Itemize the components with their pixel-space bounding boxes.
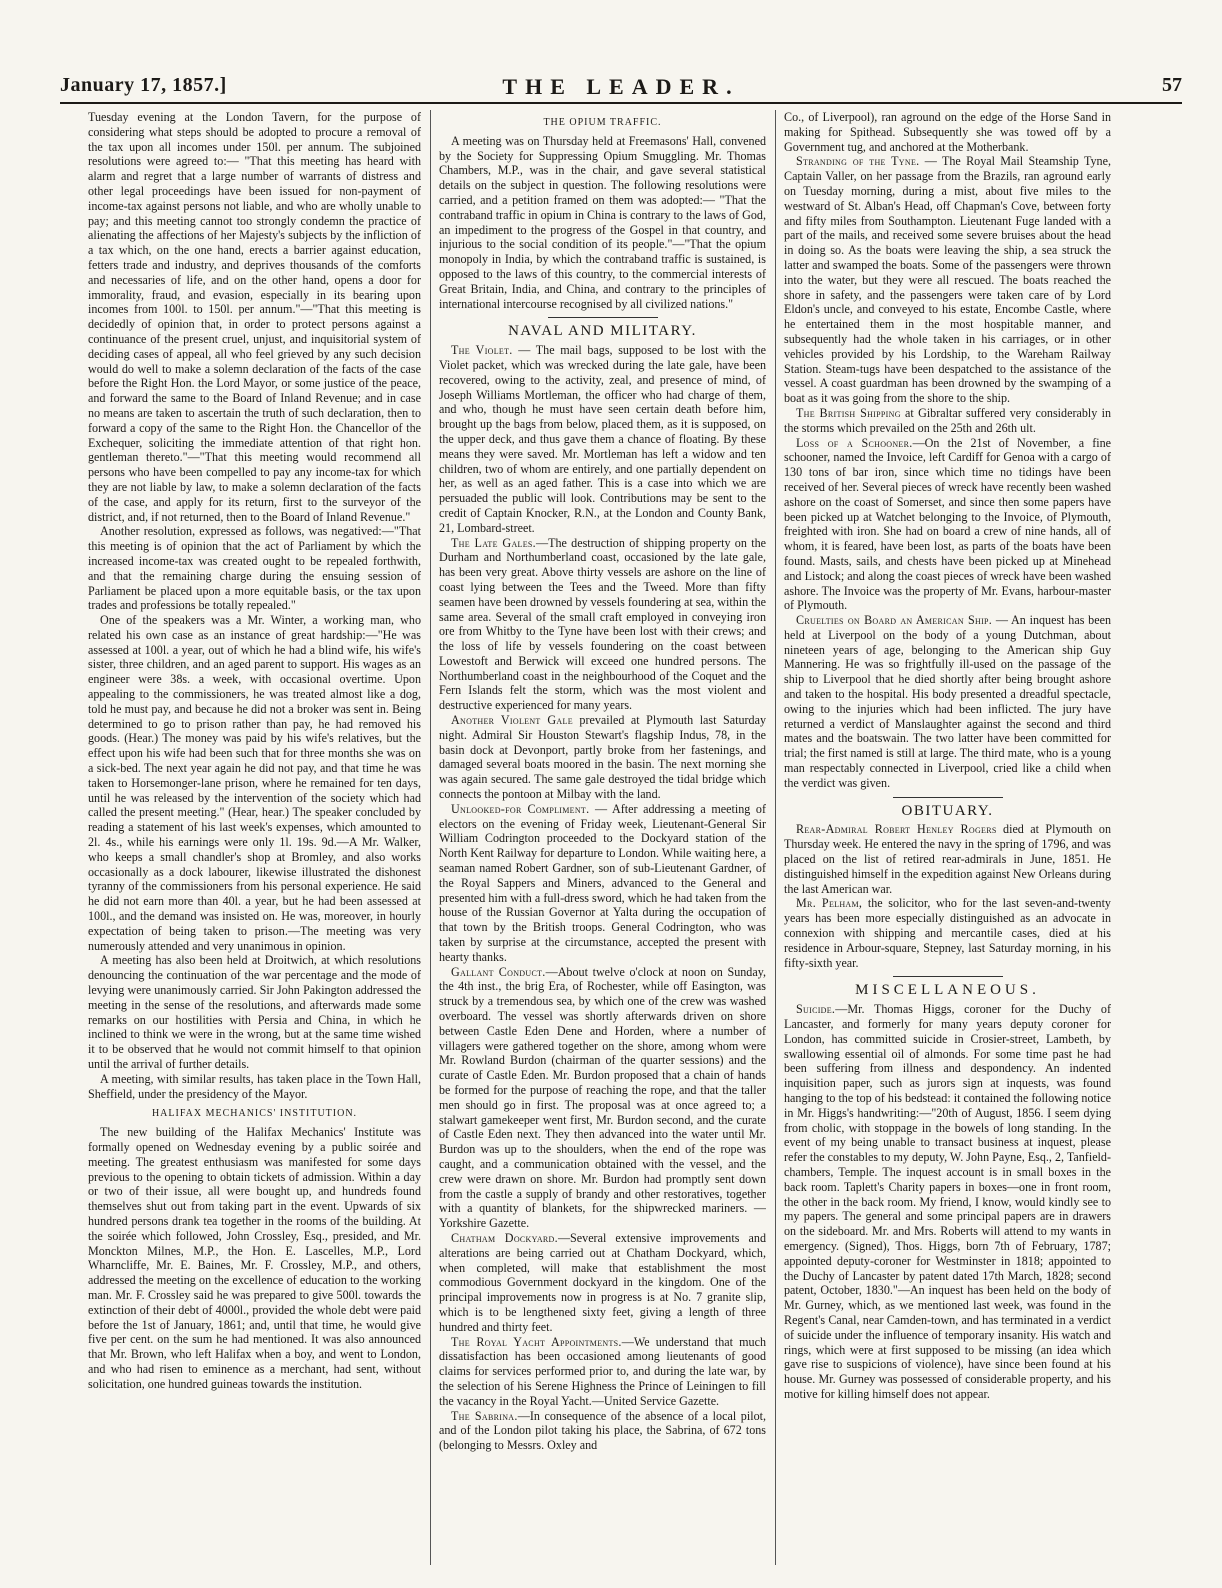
news-item [439, 1409, 766, 1453]
item-text: —On the 21st of November, a fine schooner, named the Invoice, left Cardiff for Genoa with a cargo of 130 tons of bar iron, since which time no tidings have been received of her. Several pieces of wreck have recently been washed ashore on the coast of Somerset, and since then some papers have been picked up at Watchet belonging to the Invoice, of Plymouth, freighted with iron. She had on board a crew of nine hands, all of whom, it is feared, have been lost, as parts of the boats have been found. Masts, sails, and chests have been picked up at Minehead and Listock; and along the coast pieces of wreck have been washed ashore. The Invoice was the property of Mr. Evans, harbour-master of Plymouth. [784, 435, 1111, 613]
news-items [784, 110, 1111, 791]
item-lead: Rear-Admiral Robert Henley Rogers [796, 822, 997, 837]
running-head [60, 74, 1182, 104]
article-paragraph: A meeting, with similar results, has taken place in the Town Hall, Sheffield, under the presidency of the Mayor. [88, 1071, 421, 1101]
page-number: 57 [1162, 74, 1182, 96]
column-2 [430, 110, 766, 1565]
news-item [439, 343, 766, 535]
item-lead: Suicide. [796, 1002, 836, 1017]
item-text: — The mail bags, supposed to be lost with the Violet packet, which was wrecked during the late gale, have been recovered, owing to the activity, zeal, and presence of mind, of Joseph Williams Mortleman, the officer who had charge of them, and who, though he must have seen certain death before him, brought up the bags from below, placed them, as it is supposed, on the upper deck, and thus gave them a chance of floating. By these means they were saved. Mr. Mortleman has left a widow and ten children, two of whom are entirely, and one partially dependent on her, as well as an aged father. This is a case into which we are persuaded the public will look. Contributions may be sent to the credit of Captain Knocker, R.N., at the London and County Bank, 21, Lombard-street. [439, 343, 766, 535]
item-lead: Gallant Conduct. [451, 964, 546, 979]
item-lead: The Late Gales. [451, 535, 536, 550]
item-lead: Unlooked-for Compliment. [451, 801, 590, 816]
item-text: prevailed at Plymouth last Saturday night. Admiral Sir Houston Stewart's flagship Indus, 78, in the basin dock at Devonport, partly broke from her fastenings, and damaged several boats moored in the basin. The next morning she was again secured. The same gale destroyed the tidal bridge which connects the pontoon at Milbay with the land. [439, 713, 766, 802]
news-item [439, 1335, 766, 1409]
item-text: —About twelve o'clock at noon on Sunday, the 4th inst., the brig Era, of Rochester, while off Easington, was struck by a tremendous sea, by which one of the crew was washed overboard. The vessel was shortly afterwards driven on shore between Castle Eden Dene and Horden, where a number of villagers were gathered together on the shore, among whom were Mr. Rowland Burdon (chairman of the quarter sessions) and the curate of Castle Eden. Mr. Burdon proposed that a chain of hands be formed for the purpose of reaching the rope, and that the taller men should go in first. The proposal was at once agreed to; a stalwart gamekeeper went first, Mr. Burdon second, and the curate of Castle Eden next. They then advanced into the water until Mr. Burdon was up to the shoulders, when the end of the rope was caught, and a communication obtained with the vessel, and the crew were drawn on shore. Mr. Burdon had promptly sent down from the castle a supply of brandy and other restoratives, together with a quantity of blankets, for the shipwrecked mariners. — Yorkshire Gazette. [439, 964, 766, 1231]
news-item [439, 965, 766, 1231]
item-text: at Gibraltar suffered very considerably in the storms which prevailed on the 25th and 26th ult. [784, 405, 1111, 435]
section-divider [893, 797, 1003, 798]
item-lead: Stranding of the Tyne. [796, 154, 920, 169]
article-paragraph: One of the speakers was a Mr. Winter, a working man, who related his own case as an instance of great hardship:—"He was assessed at 100l. a year, out of which he had a blind wife, his wife's sister, three children, and an aged parent to support. His wages as an engineer were 38s. a week, with occasional overtime. Upon appealing to the commissioners, he was treated almost like a dog, told he must pay, and because he did not a broker was sent in. Being determined to go to prison rather than pay, he had removed his goods. (Hear.) The money was paid by his wife's relatives, but the effect upon his wife had been such that for three months she was on a sick-bed. The next year again he did not pay, and that time he was taken to Horsemonger-lane prison, where he remained for ten days, until he was released by the intervention of the society which had called the present meeting." (Hear, hear.) The speaker concluded by reading a statement of his last week's expenses, which amounted to 2l. 4s., while his earnings were only 1l. 19s. 9d.—A Mr. Walker, who keeps a small chandler's shop at Bromley, and also works occasionally as a dock labourer, likewise illustrated the dishonest tyranny of the commissioners from his personal experience. He said he did not earn more than 40l. a year, but he had been assessed at 100l., and the demand was insisted on. He was, moreover, in hourly expectation of being taken to prison.—The meeting was very numerously attended and very unanimous in opinion. [88, 613, 421, 953]
item-lead: The Royal Yacht Appointments. [451, 1334, 622, 1349]
item-text: —The destruction of shipping property on the Durham and Northumberland coast, occasioned by the late gale, has been very great. Above thirty vessels are ashore on the line of coast lying between the Tees and the Tweed. More than fifty seamen have been drowned by vessels foundering at sea, within the same area. Several of the small craft employed in conveying iron ore from Whitby to the Tyne have been lost with their crews; and the loss of life by vessels foundering on the coast between Lowestoft and Berwick will exceed one hundred persons. The Northumberland coast in the neighbourhood of the Coquet and the Fern Islands felt the storm, which was the most violent and destructive experienced for many years. [439, 535, 766, 713]
section-subheading: THE OPIUM TRAFFIC. [543, 117, 662, 128]
section-heading: MISCELLANEOUS. [855, 982, 1040, 999]
news-item [784, 613, 1111, 791]
masthead-title: THE LEADER. [502, 74, 740, 99]
column-3 [775, 110, 1111, 1565]
item-text: the solicitor, who for the last seven-and-twenty years has been more especially distinguished as an advocate in connexion with shipping and mercantile cases, died at his residence in Arbour-square, Stepney, last Saturday morning, in his fifty-sixth year. [784, 896, 1111, 970]
item-text: Co., of Liverpool), ran aground on the edge of the Horse Sand in making for Spithead. Subsequently she was towed off by a Government tug, and anchored at the Motherbank. [784, 110, 1111, 154]
item-lead: Mr. Pelham, [796, 896, 863, 911]
item-text: —In consequence of the absence of a local pilot, and of the London pilot taking his place, the Sabrina, of 672 tons (belonging to Messrs. Oxley and [439, 1408, 766, 1453]
obituary-items [784, 822, 1111, 970]
item-text: —Mr. Thomas Higgs, coroner for the Duchy of Lancaster, and formerly for many years deputy coroner for London, has committed suicide in Crosier-street, Lambeth, by swallowing essential oil of almonds. For some time past he had been suffering from illness and despondency. An indented inquisition paper, such as jurors sign at inquests, was found hanging to the top of his bedstead: it contained the following notice in Mr. Higgs's handwriting:—"20th of August, 1856. I seem dying from cholic, with stoppage in the bowels of long standing. In the event of my being unable to transact business at inquest, please refer the constables to my deputy, W. John Payne, Esq., 2, Tanfield-chambers, Temple. The inquest account is in small boxes in the back room. Taplett's Charity papers in boxes—one in front room, the other in the back room. My friend, I know, would kindly see to my papers. The general and some principal papers are in drawers on the sideboard. Mr. and Mrs. Roberts will attend to my wants in emergency. (Signed), Thos. Higgs, born 7th of February, 1787; appointed deputy-coroner for Westminster in 1818; appointed to the Duchy of Lancaster by patent dated 17th March, 1828; second patent, October, 1830."—An inquest has been held on the body of Mr. Gurney, which, as we mentioned last week, was found in the Regent's Canal, near Camden-town, and has terminated in a verdict of suicide under the influence of temporary insanity. His watch and rings, which were at first supposed to be missing (an idea which gave rise to suspicions of violence), have since been found at his house. Mr. Gurney was possessed of considerable property, and his motive for killing himself does not appear. [784, 1002, 1111, 1401]
news-item [439, 713, 766, 802]
news-item [784, 1002, 1111, 1402]
item-text: — An inquest has been held at Liverpool on the body of a young Dutchman, about nineteen years of age, belonging to the American ship Guy Mannering. He was so frightfully ill-used on the passage of the ship to Liverpool that he died shortly after being brought ashore and taken to the hospital. His body presented a dreadful spectacle, owing to the injuries which had been inflicted. The jury have returned a verdict of Manslaughter against the second and third mates and the boatswain. The two latter have been committed for trial; the first named is still at large. The third mate, who is a young man respectably connected in Liverpool, cried like a child when the verdict was given. [784, 613, 1111, 790]
news-item [784, 436, 1111, 614]
news-item [784, 822, 1111, 896]
item-lead: Another Violent Gale [451, 713, 573, 728]
issue-date: January 17, 1857.] [60, 74, 227, 96]
item-lead: Cruelties on Board an American Ship. [796, 613, 993, 628]
item-lead: Loss of a Schooner. [796, 435, 913, 450]
column-1 [88, 110, 421, 1565]
section-subheading: HALIFAX MECHANICS' INSTITUTION. [151, 1108, 358, 1120]
news-item [784, 896, 1111, 970]
item-text: — The Royal Mail Steamship Tyne, Captain Valler, on her passage from the Brazils, ran aground early on Tuesday morning, during a mist, about five miles to the westward of St. Alban's Head, off Chapman's Cove, between forty and fifty miles from Southampton. Lieutenant Fuge landed with a part of the mails, and received some severe bruises about the head in doing so. As the boats were leaving the ship, a sea struck the latter and swamped the boats. Some of the passengers were thrown into the water, but they were all rescued. The boats reached the shore in safety, and the passengers were taken care of by Lord Eldon's uncle, and conveyed to his estate, Encombe Castle, where he entertained them in the most hospitable manner, and subsequently had the whole taken in his carriages, or in other vehicles provided by his Lordship, to the Wareham Railway Station. Steam-tugs have been despatched to the assistance of the vessel. A coast guardman has been drowned by the swamping of a boat as it was going from the shore to the ship. [784, 154, 1111, 406]
item-lead: The Violet. [451, 343, 513, 358]
news-item [439, 802, 766, 965]
item-lead: The Sabrina. [451, 1408, 518, 1423]
news-item [439, 536, 766, 714]
miscellaneous-items [784, 1002, 1111, 1402]
news-item [784, 406, 1111, 436]
section-divider [548, 317, 658, 318]
item-lead: The British Shipping [796, 405, 901, 420]
news-items [439, 343, 766, 1453]
section-heading: OBITUARY. [901, 802, 994, 819]
item-text: — After addressing a meeting of electors on the evening of Friday week, Lieutenant-General Sir William Codrington proceeded to the Dockyard station of the North Kent Railway for departure to London. While waiting here, a seaman named Robert Gardner, son of sub-Lieutenant Gardner, of the Royal Sappers and Miners, advanced to the General and presented him with a full-dress sword, which he had taken from the house of the Russian Governor at Yalta during the occupation of that town by the British troops. General Codrington, who was taken by surprise at the circumstance, accepted the present with hearty thanks. [439, 801, 766, 964]
article-paragraph: The new building of the Halifax Mechanics' Institute was formally opened on Wednesday evening by a public soirée and meeting. The greatest enthusiasm was manifested for some days previous to the opening to obtain tickets of admission. Within a day or two of their issue, all were bought up, and hundreds found themselves shut out from taking part in the event. Upwards of six hundred persons drank tea together in the rooms of the building. At the soirée which followed, John Crossley, Esq., presided, and Mr. Monckton Milnes, M.P., the Hon. E. Lascelles, M.P., Lord Wharncliffe, Mr. E. Baines, Mr. F. Crossley, M.P., and others, addressed the meeting on the excellence of education to the working man. Mr. F. Crossley said he was prepared to give 500l. towards the extinction of their debt of 4000l., provided the whole debt were paid before the 1st of January, 1861; and, until that time, he would give five per cent. on the sum he had mentioned. It was also announced that Mr. Brown, who left Halifax when a boy, and went to London, and who had risen to eminence as a merchant, had sent, without solicitation, one hundred guineas towards the institution. [88, 1125, 421, 1391]
article-paragraph: A meeting was on Thursday held at Freemasons' Hall, convened by the Society for Suppressing Opium Smuggling. Mr. Thomas Chambers, M.P., was in the chair, and gave several statistical details on the subject in question. The following resolutions were carried, and a petition framed on them was adopted:— "That the contraband traffic in opium in China is contrary to the laws of God, an impediment to the progress of the Gospel in that country, and injurious to the social condition of its people."—"That the opium monopoly in India, by which the contraband traffic is sustained, is opposed to the laws of this country, to the commercial interests of Great Britain, India, and China, and contrary to the principles of international intercourse recognised by all civilized nations." [439, 133, 766, 311]
news-item [784, 154, 1111, 406]
section-heading: NAVAL AND MILITARY. [508, 323, 697, 340]
news-item [439, 1231, 766, 1335]
item-text: —Several extensive improvements and alterations are being carried out at Chatham Dockyard, which, when completed, will make that establishment the most commodious Government dockyard in the kingdom. One of the principal improvements now in progress is at No. 7 granite slip, which is to be lengthened sixty feet, giving a length of three hundred and thirty feet. [439, 1230, 766, 1334]
news-item [784, 110, 1111, 154]
article-paragraph: A meeting has also been held at Droitwich, at which resolutions denouncing the continuation of the war percentage and the mode of levying were unanimously carried. Sir John Pakington addressed the meeting in the sense of the resolutions, and afterwards made some remarks on our hostilities with Persia and China, in which he inclined to think we were in the wrong, but at the same time wished it to be observed that he would not commit himself to that opinion until the arrival of further details. [88, 953, 421, 1071]
item-lead: Chatham Dockyard. [451, 1230, 558, 1245]
item-text: —We understand that much dissatisfaction has been occasioned among lieutenants of good claims for services performed prior to, and during the late war, by the selection of his Serene Highness the Prince of Leiningen to fill the vacancy in the Royal Yacht.—United Service Gazette. [439, 1334, 766, 1408]
article-paragraph: Another resolution, expressed as follows, was negatived:—"That this meeting is of opinion that the act of Parliament by which the increased income-tax was created ought to be repealed forthwith, and that the remaining charge during the ensuing session of Parliament be placed upon a more equitable basis, or the tax upon trades and professions be totally repealed." [88, 524, 421, 613]
article-paragraph: Tuesday evening at the London Tavern, for the purpose of considering what steps should be adopted to procure a removal of the tax upon all incomes under 150l. per annum. The subjoined resolutions were agreed to:— "That this meeting has heard with alarm and regret that a large number of warrants of distress and other legal proceedings have been issued for non-payment of income-tax against persons not liable, and who are wholly unable to pay; and this meeting cannot too strongly condemn the practice of alienating the affections of her Majesty's subjects by the infliction of a tax which, on the one hand, erects a barrier against education, fetters trade and industry, and deprives thousands of the comforts and necessaries of life, and on the other hand, opens a door for immorality, fraud, and evasion, especially in its bearing upon incomes from 100l. to 150l. per annum."—"That this meeting is decidedly of opinion that, in order to protect persons against a continuance of the present cruel, unjust, and inquisitorial system of deciding cases of appeal, all who feel grieved by any such decision would do well to make a solemn declaration of the facts of the case before the Right Hon. the Lord Mayor, or some justice of the peace, and forward the same to the Board of Inland Revenue; and in case no means are taken to ascertain the truth of such declaration, then to forward a copy of the same to the Right Hon. the Chancellor of the Exchequer, soliciting the immediate attention of that right hon. gentleman thereto."—"That this meeting would recommend all persons who have been compelled to pay any income-tax for which they are not liable by law, to make a solemn declaration of the facts of the case, and apply for its return, first to the surveyor of the district, and, if not returned, then to the Board of Inland Revenue." [88, 110, 421, 524]
section-divider [893, 976, 1003, 977]
item-text: died at Plymouth on Thursday week. He entered the navy in the spring of 1796, and was placed on the list of retired rear-admirals in June, 1851. He distinguished himself in the expedition against New Orleans during the last American war. [784, 822, 1111, 896]
